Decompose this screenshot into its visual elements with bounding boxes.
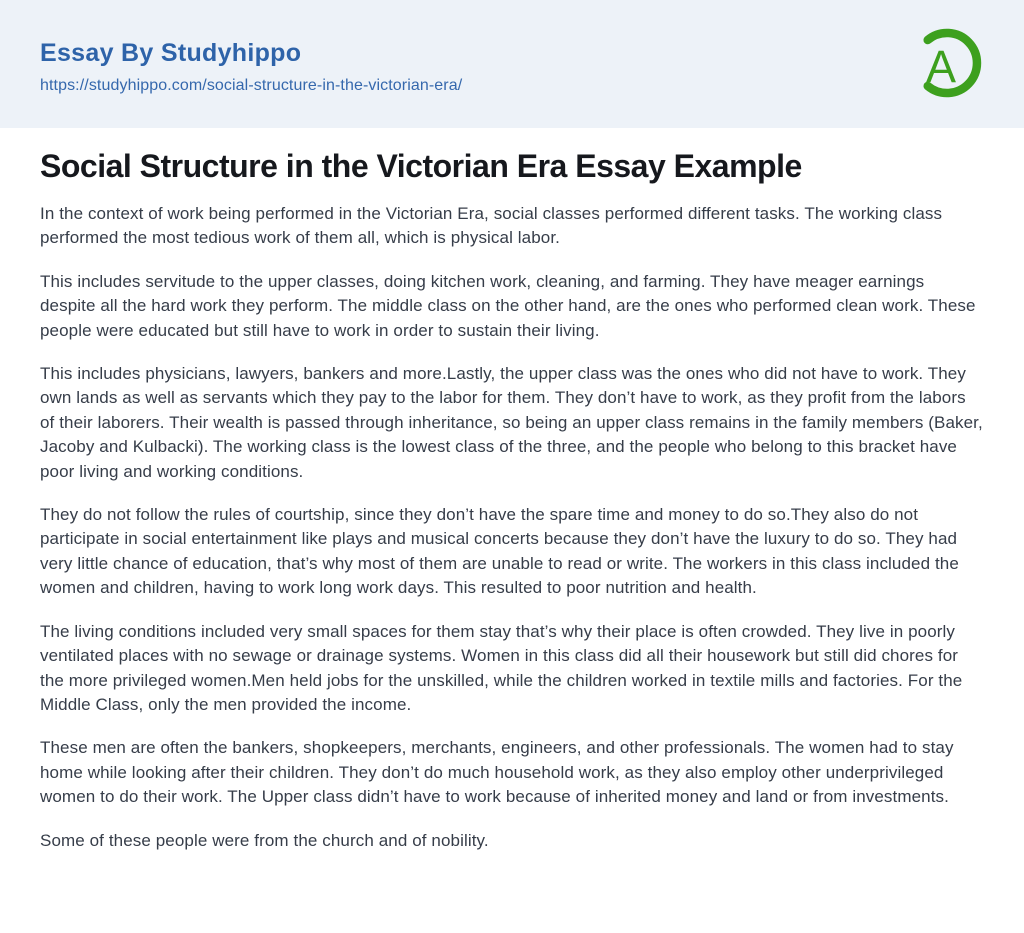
paragraph: They do not follow the rules of courtship, since they don’t have the spare time and money to do so.They also do not participate in social entertainment like plays and musical concerts because they don’t have the luxury to do so. They had very little chance of education, that’s why most of them are unable to read or write. The workers in this class included the women and children, having to work long work days. This resulted to poor nutrition and health. xyxy=(40,505,959,598)
paragraph: In the context of work being performed in the Victorian Era, social classes performed different tasks. The working class performed the most tedious work of them all, which is physical labor. xyxy=(40,204,943,248)
article-content xyxy=(0,128,1024,853)
studyhippo-a-icon xyxy=(910,26,984,100)
paragraph: Some of these people were from the church and of nobility. xyxy=(40,830,489,850)
page-header xyxy=(0,0,1024,128)
page-title: Social Structure in the Victorian Era Essay Example xyxy=(40,148,802,184)
logo-letter: A xyxy=(925,41,957,92)
paragraph: This includes servitude to the upper classes, doing kitchen work, cleaning, and farming. They have meager earnings despite all the hard work they perform. The middle class on the other hand, are the ones who performed clean work. These people were educated but still have to work in order to sustain their living. xyxy=(40,271,976,340)
header-text-block xyxy=(40,33,462,95)
paragraph: These men are often the bankers, shopkeepers, merchants, engineers, and other professionals. The women had to stay home while looking after their children. They don’t do much household work, as they also employ other underprivileged women to do their work. The Upper class didn’t have to work because of inherited money and land or from investments. xyxy=(40,738,954,807)
brand-logo xyxy=(910,26,984,100)
brand-title: Essay By Studyhippo xyxy=(40,39,302,67)
source-url-link[interactable]: https://studyhippo.com/social-structure-in-the-victorian-era/ xyxy=(40,77,463,94)
paragraph: The living conditions included very small spaces for them stay that’s why their place is often crowded. They live in poorly ventilated places with no sewage or drainage systems. Women in this class did all their housework but still did chores for the more privileged women.Men held jobs for the unskilled, while the children worked in textile mills and factories. For the Middle Class, only the men provided the income. xyxy=(40,621,963,714)
paragraph: This includes physicians, lawyers, bankers and more.Lastly, the upper class was the ones who did not have to work. They own lands as well as servants which they pay to the labor for them. They don’t have to work, as they profit from the labors of their laborers. Their wealth is passed through inheritance, so being an upper class remains in the family members (Baker, Jacoby and Kulbacki). The working class is the lowest class of the three, and the people who belong to this bracket have poor living and working conditions. xyxy=(40,364,983,481)
article-body xyxy=(40,202,984,853)
